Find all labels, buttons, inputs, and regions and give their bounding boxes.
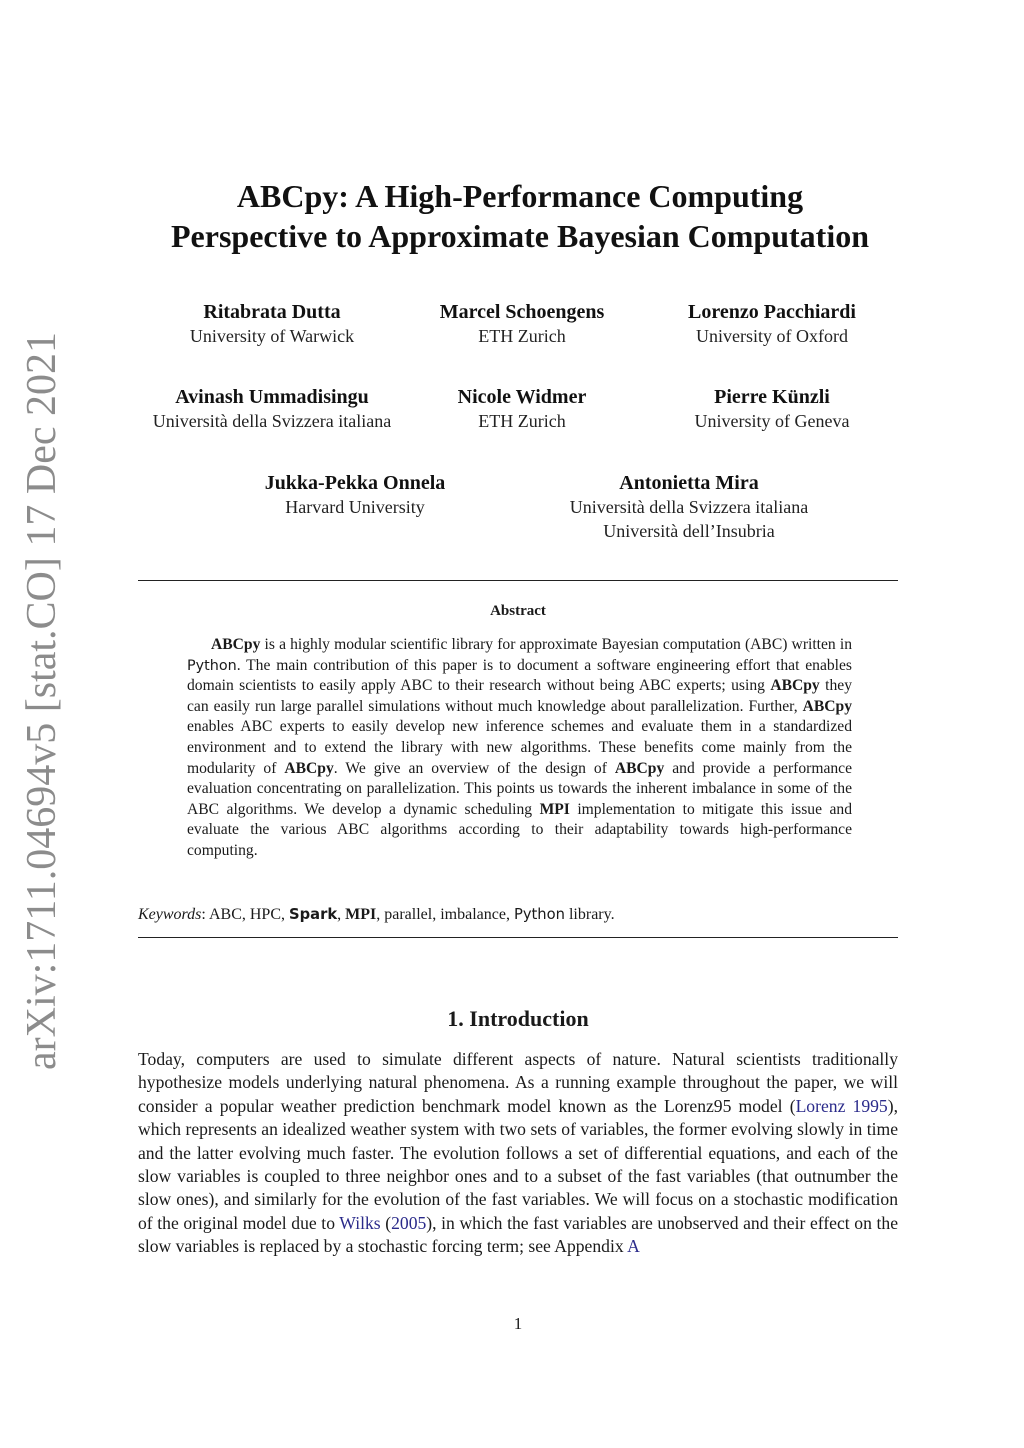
author-block <box>622 385 922 433</box>
author-name: Ritabrata Dutta <box>203 301 341 323</box>
abcpy-name: ABCpy <box>770 677 820 695</box>
section-heading: 1. Introduction <box>447 1006 589 1031</box>
mpi-name: MPI <box>345 906 377 923</box>
author-affiliation: ETH Zurich <box>478 326 566 346</box>
author-affiliation: Università della Svizzera italiana <box>569 497 809 517</box>
mpi-name: MPI <box>539 800 570 818</box>
python-name: Python <box>187 657 237 674</box>
bottom-rule <box>138 937 898 938</box>
page-number: 1 <box>513 1314 523 1333</box>
author-name: Jukka-Pekka Onnela <box>264 472 446 494</box>
keywords: Keywords: ABC, HPC, Spark, MPI, parallel, imbalance, Python library. <box>138 906 615 923</box>
author-affiliation: University of Geneva <box>694 411 850 431</box>
author-block <box>622 300 922 348</box>
intro-paragraph: Today, computers are used to simulate different aspects of nature. Natural scientists traditionally hypothesize models underlying natural phenomena. As a running example throughout the paper, we will consider a popular weather prediction benchmark model known as the Lorenz95 model (Lorenz 1995), which represents an idealized weather system with two sets of variables, the former evolving slowly in time and the latter evolving much faster. The evolution follows a set of differential equations, and each of the slow variables is coupled to three neighbor ones and to a subset of the fast variables (that outnumber the slow ones), and similarly for the evolution of the fast variables. We will focus on a stochastic modification of the original model due to Wilks (2005), in which the fast variables are unobserved and their effect on the slow variables is replaced by a stochastic forcing term; see Appendix A <box>138 1049 898 1257</box>
appendix-link[interactable]: A <box>627 1236 640 1257</box>
author-name: Avinash Ummadisingu <box>175 386 369 408</box>
author-affiliation: Harvard University <box>285 497 425 517</box>
author-block <box>539 471 839 543</box>
citation-link[interactable]: Lorenz 1995 <box>795 1095 888 1116</box>
author-name: Pierre Künzli <box>714 386 830 408</box>
author-affiliation: University of Warwick <box>189 326 355 346</box>
author-affiliation: Università della Svizzera italiana <box>152 411 392 431</box>
author-name: Antonietta Mira <box>619 472 759 494</box>
author-name: Lorenzo Pacchiardi <box>688 301 856 323</box>
python-name: Python <box>513 906 565 923</box>
paper-title <box>120 176 920 256</box>
abcpy-name: ABCpy <box>802 697 852 715</box>
author-block <box>205 471 505 519</box>
author-name: Marcel Schoengens <box>439 301 605 323</box>
title-line-2: Perspective to Approximate Bayesian Computation <box>170 218 870 254</box>
citation-link[interactable]: Wilks <box>339 1212 381 1233</box>
abcpy-name: ABCpy <box>614 759 665 777</box>
author-name: Nicole Widmer <box>457 386 587 408</box>
author-affiliation: ETH Zurich <box>478 411 566 431</box>
top-rule <box>138 580 898 581</box>
author-affiliation: University of Oxford <box>696 326 848 346</box>
arxiv-stamp: arXiv:1711.04694v5 [stat.CO] 17 Dec 2021 <box>19 332 65 1070</box>
abcpy-name: ABCpy <box>211 636 261 653</box>
title-line-1: ABCpy: A High-Performance Computing <box>236 178 804 214</box>
abstract-body: ABCpy is a highly modular scientific library for approximate Bayesian computation (ABC) written in Python. The main contribution of this paper is to document a software engineering effort that enables domain scientists to easily apply ABC to their research without being ABC experts; using ABCpy they can easily run large parallel simulations without much knowledge about parallelization. Further, ABCpy enables ABC experts to easily develop new inference schemes and evaluate them in a standardized environment and to extend the library with new algorithms. These benefits come mainly from the modularity of ABCpy. We give an overview of the design of ABCpy and provide a performance evaluation concentrating on parallelization. This points us towards the inherent imbalance in some of the ABC algorithms. We develop a dynamic scheduling MPI implementation to mitigate this issue and evaluate the various ABC algorithms according to their adaptability towards high-performance computing. <box>187 636 853 859</box>
citation-link[interactable]: 2005 <box>391 1212 427 1233</box>
abstract-heading: Abstract <box>490 603 546 619</box>
spark-name: Spark <box>289 906 338 923</box>
author-affiliation-2: Università dell’Insubria <box>603 521 775 541</box>
abcpy-name: ABCpy <box>284 759 334 777</box>
keywords-label: Keywords <box>138 906 202 923</box>
